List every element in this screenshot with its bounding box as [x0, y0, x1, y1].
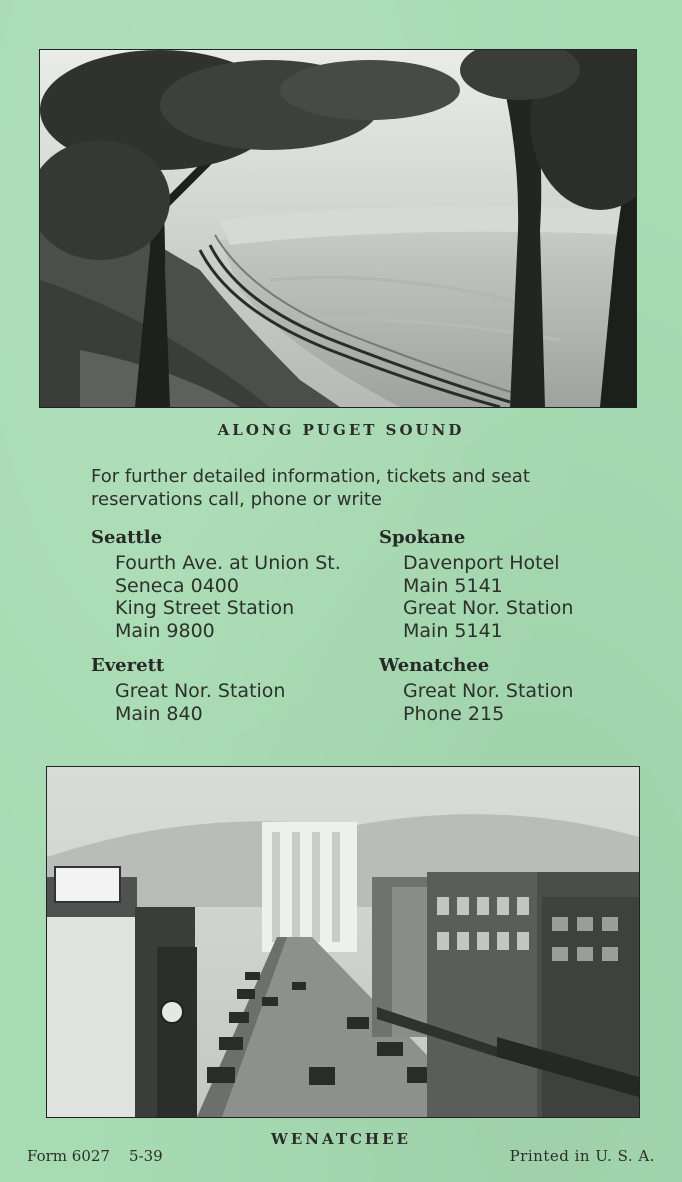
office-address: Fourth Ave. at Union St.	[115, 552, 341, 574]
puget-sound-photo	[39, 49, 637, 408]
office-address: Great Nor. Station	[115, 680, 286, 702]
office-wenatchee	[379, 655, 659, 725]
office-phone: Main 9800	[115, 619, 215, 642]
puget-sound-caption: ALONG PUGET SOUND	[217, 421, 465, 439]
wenatchee-street-image	[47, 767, 639, 1117]
office-city-everett: Everett	[91, 655, 165, 676]
printed-in-usa: Printed in U. S. A.	[509, 1147, 655, 1165]
office-city-spokane: Spokane	[379, 527, 466, 548]
intro-line-2: reservations call, phone or write	[91, 489, 383, 510]
office-phone: Main 5141	[403, 619, 503, 642]
intro-line-1: For further detailed information, tickets and seat	[91, 466, 530, 487]
contact-intro	[91, 465, 611, 511]
office-address: Great Nor. Station	[403, 597, 574, 619]
office-address: Davenport Hotel	[403, 552, 560, 574]
office-phone: Phone 215	[403, 702, 505, 725]
office-city-seattle: Seattle	[91, 527, 163, 548]
puget-sound-image	[40, 50, 636, 407]
office-city-wenatchee: Wenatchee	[379, 655, 490, 676]
wenatchee-caption: WENATCHEE	[271, 1130, 411, 1148]
office-phone: Seneca 0400	[115, 574, 239, 597]
office-phone: Main 840	[115, 702, 203, 725]
office-everett	[91, 655, 371, 725]
office-address: King Street Station	[115, 597, 295, 619]
office-address: Great Nor. Station	[403, 680, 574, 702]
office-spokane	[379, 527, 659, 642]
form-number: Form 6027 5-39	[27, 1147, 163, 1165]
office-seattle	[91, 527, 371, 642]
wenatchee-photo	[46, 766, 640, 1118]
office-phone: Main 5141	[403, 574, 503, 597]
